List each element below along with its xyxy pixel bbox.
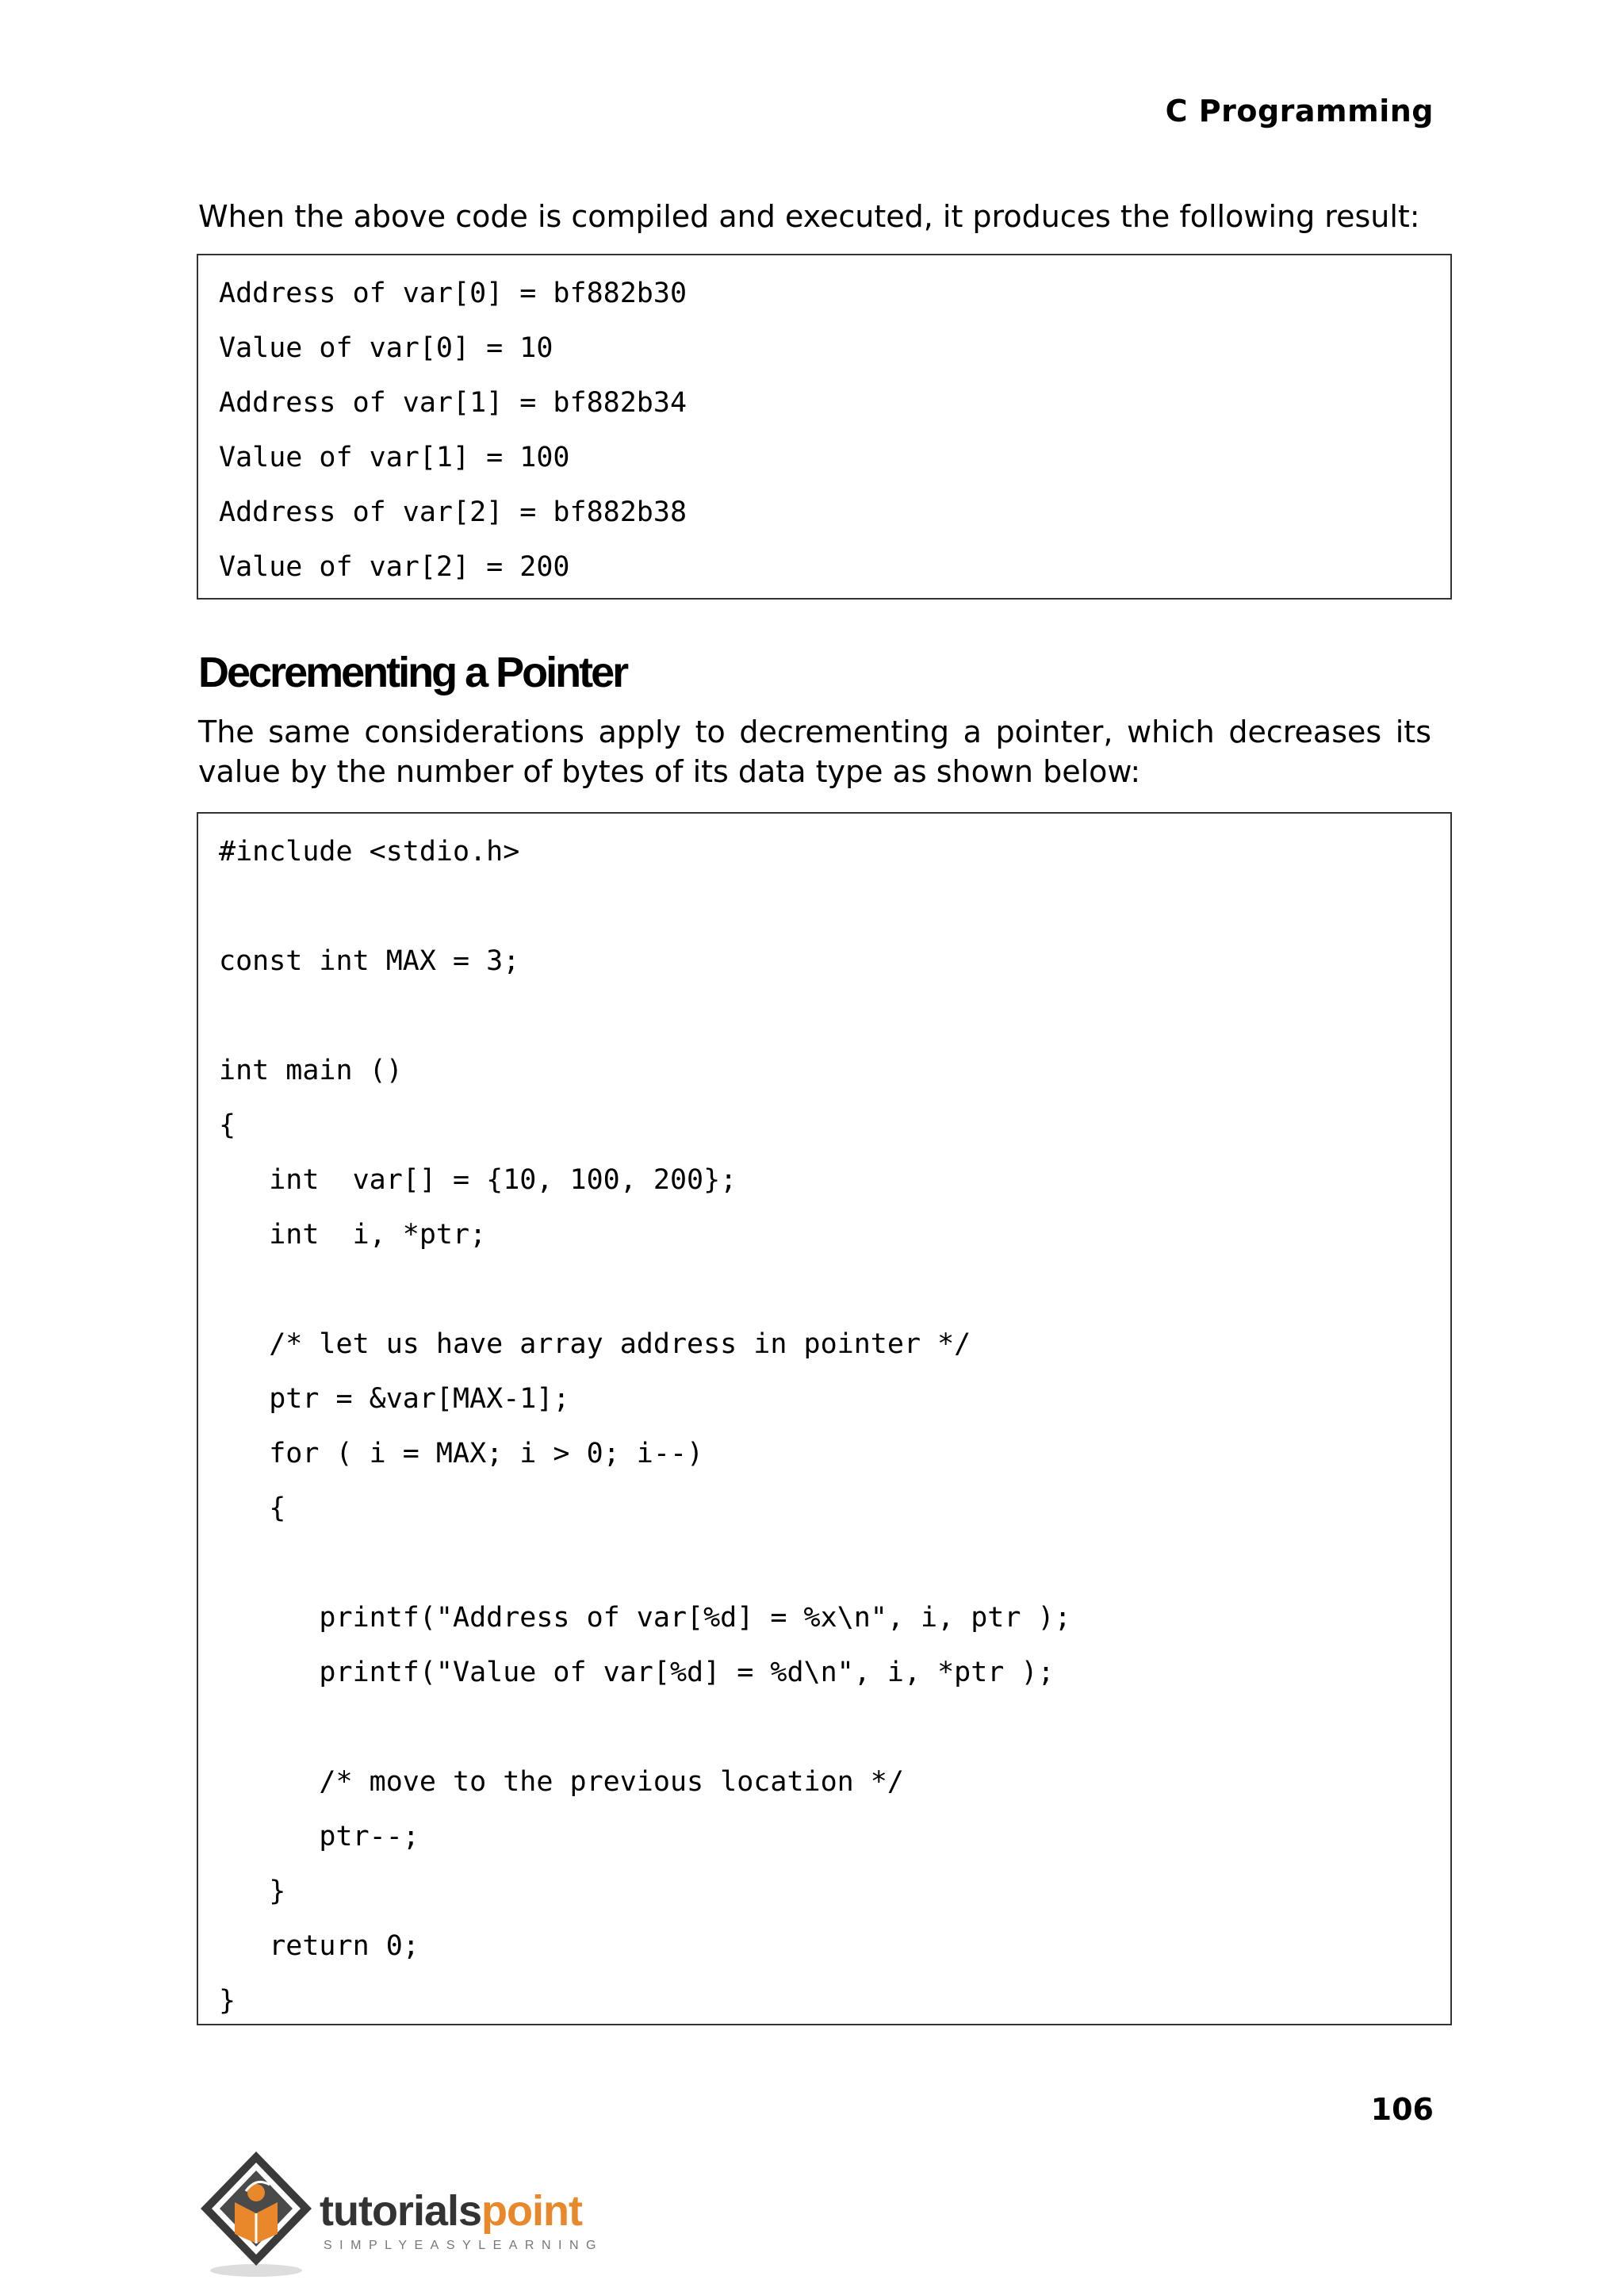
intro-text: When the above code is compiled and executed, it produces the following result: bbox=[198, 199, 1420, 234]
section-title: Decrementing a Pointer bbox=[198, 649, 627, 696]
code-line: { bbox=[219, 1109, 236, 1141]
code-line bbox=[219, 1536, 1450, 1591]
code-line bbox=[219, 989, 1450, 1044]
output-line: Value of var[1] = 100 bbox=[219, 442, 570, 473]
code-line: ptr--; bbox=[219, 1821, 419, 1852]
code-line: for ( i = MAX; i > 0; i--) bbox=[219, 1438, 704, 1469]
code-box bbox=[197, 812, 1452, 2025]
code-line: { bbox=[219, 1492, 286, 1524]
running-header: C Programming bbox=[1165, 94, 1434, 128]
code-line: return 0; bbox=[219, 1930, 419, 1962]
logo-word-part1: tutorials bbox=[320, 2187, 482, 2235]
logo-word-part2: point bbox=[481, 2187, 582, 2235]
code-line: const int MAX = 3; bbox=[219, 945, 520, 977]
output-line: Address of var[1] = bf882b34 bbox=[219, 387, 688, 419]
code-line bbox=[219, 1262, 1450, 1317]
code-line: int i, *ptr; bbox=[219, 1219, 487, 1251]
tutorialspoint-logo bbox=[197, 2145, 641, 2280]
section-paragraph: The same considerations apply to decrementing a pointer, which decreases its value by the number of bytes of its data type as shown below: bbox=[198, 715, 1431, 789]
tutorialspoint-diamond-icon bbox=[197, 2145, 331, 2280]
code-line bbox=[219, 1700, 1450, 1755]
page-number: 106 bbox=[1370, 2092, 1434, 2127]
code-line: int main () bbox=[219, 1055, 403, 1086]
output-line: Value of var[0] = 10 bbox=[219, 332, 553, 364]
output-line: Value of var[2] = 200 bbox=[219, 551, 570, 583]
logo-tagline: SIMPLYEASYLEARNING bbox=[324, 2239, 603, 2252]
output-box bbox=[197, 254, 1452, 600]
code-line bbox=[219, 879, 1450, 934]
code-line: printf("Value of var[%d] = %d\n", i, *ptr ); bbox=[219, 1657, 1055, 1688]
output-line: Address of var[0] = bf882b30 bbox=[219, 278, 688, 309]
output-line: Address of var[2] = bf882b38 bbox=[219, 496, 688, 528]
code-line: } bbox=[219, 1985, 236, 2017]
code-line: int var[] = {10, 100, 200}; bbox=[219, 1164, 737, 1196]
code-line: ptr = &var[MAX-1]; bbox=[219, 1383, 570, 1415]
code-line: /* let us have array address in pointer */ bbox=[219, 1328, 971, 1360]
code-line: } bbox=[219, 1875, 286, 1907]
code-line: printf("Address of var[%d] = %x\n", i, ptr ); bbox=[219, 1602, 1071, 1634]
code-line: #include <stdio.h> bbox=[219, 836, 520, 868]
code-line: /* move to the previous location */ bbox=[219, 1766, 904, 1798]
logo-wordmark bbox=[320, 2186, 582, 2236]
